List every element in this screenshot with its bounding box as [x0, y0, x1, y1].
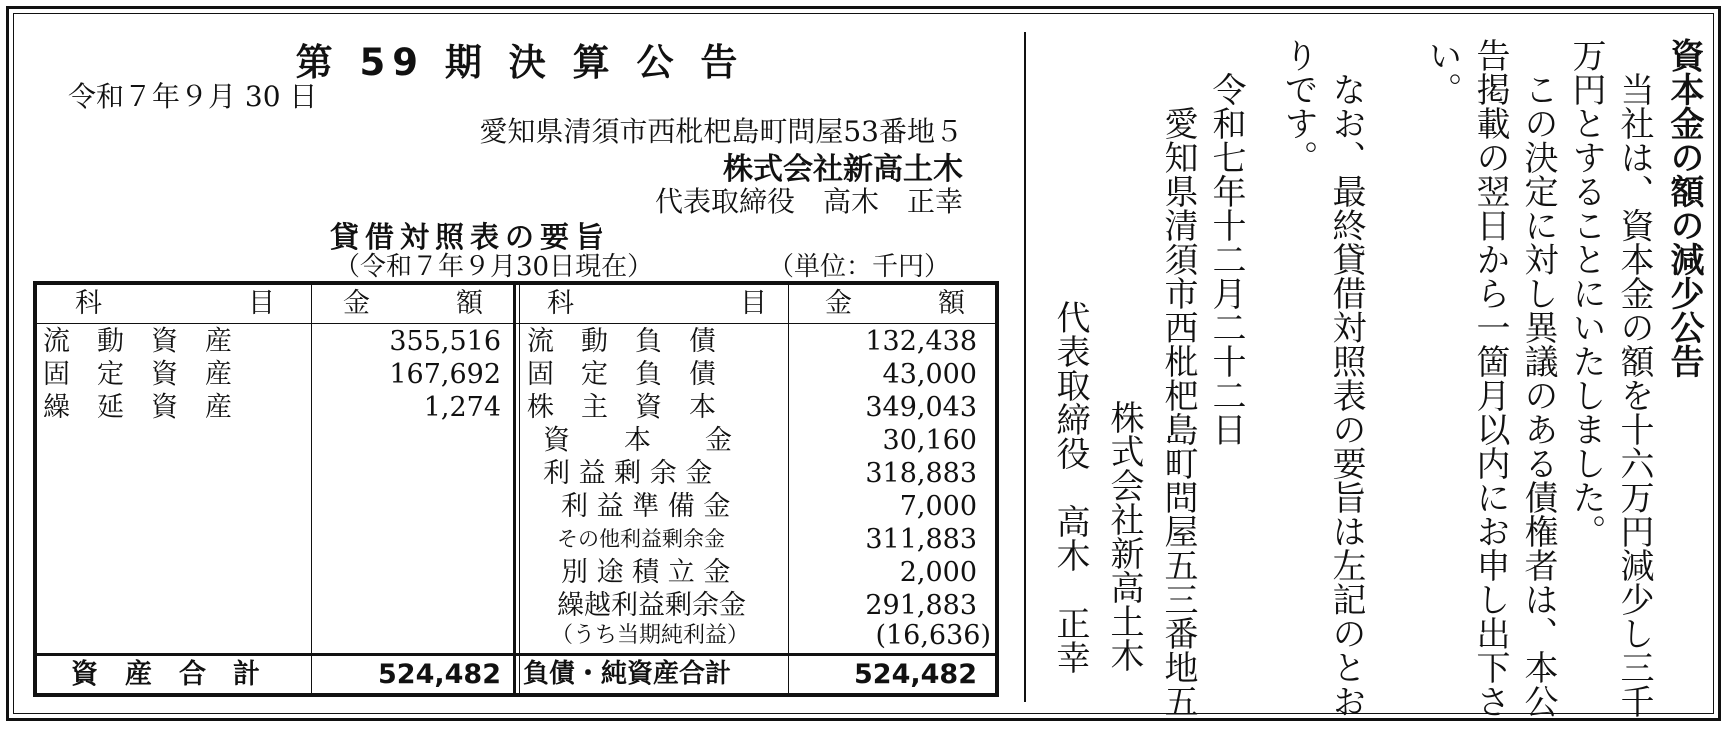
liability-value: 311,883	[865, 524, 977, 555]
liability-value: (16,636)	[875, 620, 991, 651]
liability-label: 利 益 準 備 金	[561, 491, 731, 522]
asset-total-label: 資 産 合 計	[71, 659, 260, 690]
capital-reduction-title: 資本金の額の減少公告	[1664, 38, 1704, 378]
company-address: 愛知県清須市西枇杷島町問屋53番地５	[479, 115, 963, 148]
liability-label: 固 定 負 債	[527, 359, 716, 390]
asset-value: 1,274	[423, 392, 501, 423]
liability-value: 291,883	[865, 590, 977, 621]
liability-value: 43,000	[882, 359, 977, 390]
notice-body-line: なお、最終貸借対照表の要旨は左記のとお	[1326, 72, 1366, 718]
liability-value: 7,000	[899, 491, 977, 522]
balance-sheet-date: （令和７年９月30日現在）	[334, 252, 654, 282]
representative: 代表取締役 高木 正幸	[654, 185, 963, 218]
company-name: 株式会社新高土木	[723, 152, 963, 187]
balance-sheet-title: 貸借対照表の要旨	[330, 220, 611, 254]
notice-body-line: 当社は、資本金の額を十六万円減少し三千	[1614, 72, 1654, 718]
liability-label: 繰越利益剰余金	[557, 590, 746, 621]
balance-sheet-table	[33, 281, 999, 697]
header-amount-assets: 金 額	[343, 288, 483, 319]
liability-value: 30,160	[882, 425, 977, 456]
notice-body-line: 告掲載の翌日から一箇月以内にお申し出下さ	[1470, 38, 1510, 718]
liabilities-total-value: 524,482	[854, 659, 977, 690]
liability-label: 資 本 金	[543, 425, 732, 456]
liability-value: 349,043	[865, 392, 977, 423]
representative-vertical: 代表取締役 高木 正幸	[1050, 300, 1090, 674]
liabilities-total-label: 負債・純資産合計	[523, 659, 732, 689]
balance-sheet-unit: （単位：千円）	[768, 252, 951, 282]
notice-body-line: この決定に対し異議のある債権者は、本公	[1518, 72, 1558, 718]
notice-date: 令和７年９月 30 日	[68, 80, 318, 113]
asset-label: 繰 延 資 産	[43, 392, 232, 423]
asset-value: 355,516	[389, 326, 501, 357]
notice-body-line: 万円とすることにいたしました。	[1566, 38, 1606, 548]
company-name-vertical: 株式会社新高土木	[1104, 400, 1144, 672]
asset-label: 固 定 資 産	[43, 359, 232, 390]
header-item-assets: 科 目	[75, 288, 275, 319]
header-item-liabilities: 科 目	[547, 288, 767, 319]
liability-label: 利 益 剰 余 金	[543, 458, 713, 489]
notice-title: 第 59 期 決 算 公 告	[295, 41, 745, 84]
liability-label: （うち当期純利益）	[551, 623, 750, 648]
liability-label: 株 主 資 本	[527, 392, 716, 423]
liability-value: 2,000	[899, 557, 977, 588]
table-divider-center-double	[519, 285, 520, 693]
column-separator	[1024, 32, 1026, 702]
company-address-vertical: 愛知県清須市西枇杷島町問屋五三番地五	[1158, 106, 1198, 718]
asset-total-value: 524,482	[378, 659, 501, 690]
header-amount-liabilities: 金 額	[825, 288, 965, 319]
table-divider	[311, 285, 312, 693]
header-rule	[37, 323, 995, 324]
table-divider	[788, 285, 789, 693]
notice-body-line: りです。	[1278, 38, 1318, 174]
liability-value: 132,438	[865, 326, 977, 357]
asset-label: 流 動 資 産	[43, 326, 232, 357]
liability-value: 318,883	[865, 458, 977, 489]
asset-value: 167,692	[389, 359, 501, 390]
table-divider-center	[513, 285, 516, 693]
liability-label: 流 動 負 債	[527, 326, 716, 357]
notice-date-vertical: 令和七年十二月二十二日	[1206, 72, 1246, 446]
total-rule	[37, 653, 995, 656]
notice-body-line: い。	[1422, 38, 1462, 106]
liability-label: 別 途 積 立 金	[561, 557, 731, 588]
liability-label: その他利益剰余金	[557, 527, 725, 551]
